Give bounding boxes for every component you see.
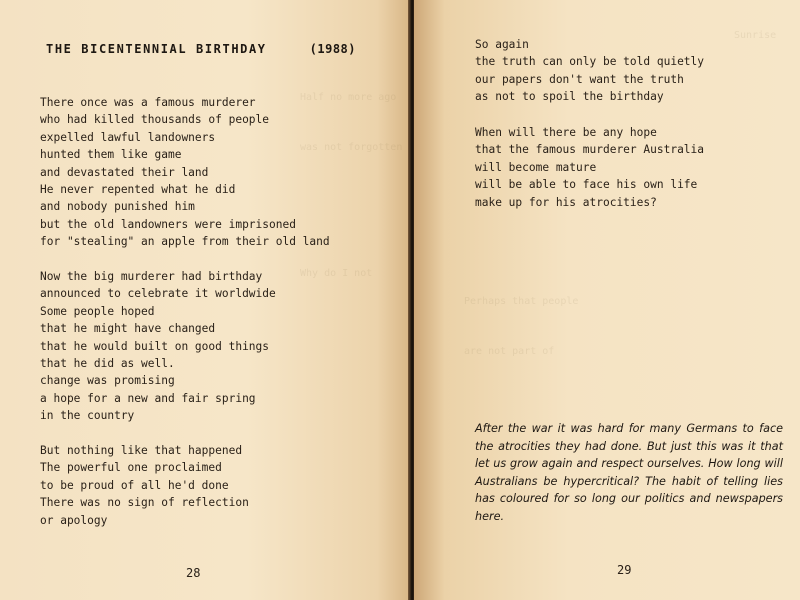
show-through-text: Perhaps that people <box>464 296 579 307</box>
poem-line: that he would built on good things <box>40 339 270 353</box>
poem-line: a hope for a new and fair spring <box>40 391 256 405</box>
page-number-right: 29 <box>617 563 632 577</box>
poem-stanza-5 <box>475 124 704 211</box>
page-number-left: 28 <box>186 566 201 580</box>
poem-line: and nobody punished him <box>40 200 195 214</box>
poem-line: but the old landowners were imprisoned <box>40 217 296 231</box>
poem-line: who had killed thousands of people <box>40 113 270 127</box>
poem-line: When will there be any hope <box>475 126 657 139</box>
poem-line: will become mature <box>475 160 597 174</box>
poem-line: will be able to face his own life <box>475 178 698 192</box>
poem-line: for "stealing" an apple from their old land <box>40 235 330 249</box>
poem-line: that he might have changed <box>40 322 216 336</box>
poem-line: But nothing like that happened <box>40 444 243 457</box>
poem-line: So again <box>475 38 529 51</box>
show-through-text: Why do I not <box>300 268 373 279</box>
show-through-text: Sunrise <box>734 30 777 41</box>
poem-line: There once was a famous murderer <box>40 96 256 109</box>
poem-stanza-1 <box>40 94 330 251</box>
poem-line: in the country <box>40 409 135 423</box>
poem-line: to be proud of all he'd done <box>40 478 229 492</box>
poem-line: The powerful one proclaimed <box>40 461 222 475</box>
show-through-text: was not forgotten <box>300 142 403 153</box>
poem-line: expelled lawful landowners <box>40 130 216 144</box>
show-through-text: are not part of <box>464 346 555 357</box>
poem-line: hunted them like game <box>40 148 182 162</box>
poem-line: He never repented what he did <box>40 182 236 196</box>
poem-stanza-4 <box>475 36 704 106</box>
poem-line: our papers don't want the truth <box>475 72 684 86</box>
poem-title: THE BICENTENNIAL BIRTHDAY <box>46 42 267 56</box>
poem-line: Now the big murderer had birthday <box>40 270 263 283</box>
poem-line: as not to spoil the birthday <box>475 90 664 104</box>
poem-line: the truth can only be told quietly <box>475 55 705 69</box>
poem-line: that he did as well. <box>40 356 175 370</box>
poem-line: change was promising <box>40 374 175 388</box>
poem-stanza-2 <box>40 268 276 425</box>
poem-line: that the famous murderer Australia <box>475 143 705 157</box>
poem-line: or apology <box>40 513 108 527</box>
poem-line: Some people hoped <box>40 304 155 318</box>
poem-stanza-3 <box>40 442 249 529</box>
poem-line: and devastated their land <box>40 165 209 179</box>
poem-title-row <box>46 42 356 56</box>
poem-line: There was no sign of reflection <box>40 496 249 510</box>
poem-line: announced to celebrate it worldwide <box>40 287 276 301</box>
show-through-text: Half no more ago <box>300 92 397 103</box>
poem-year: (1988) <box>309 42 356 56</box>
poem-line: make up for his atrocities? <box>475 195 657 209</box>
author-note: After the war it was hard for many Germans to face the atrocities they had done. But just this was it that let us grow again and respect ourselves. How long will Australians be hypercritical? The habit of telling lies has coloured for so long our politics and newspapers here. <box>475 422 783 523</box>
